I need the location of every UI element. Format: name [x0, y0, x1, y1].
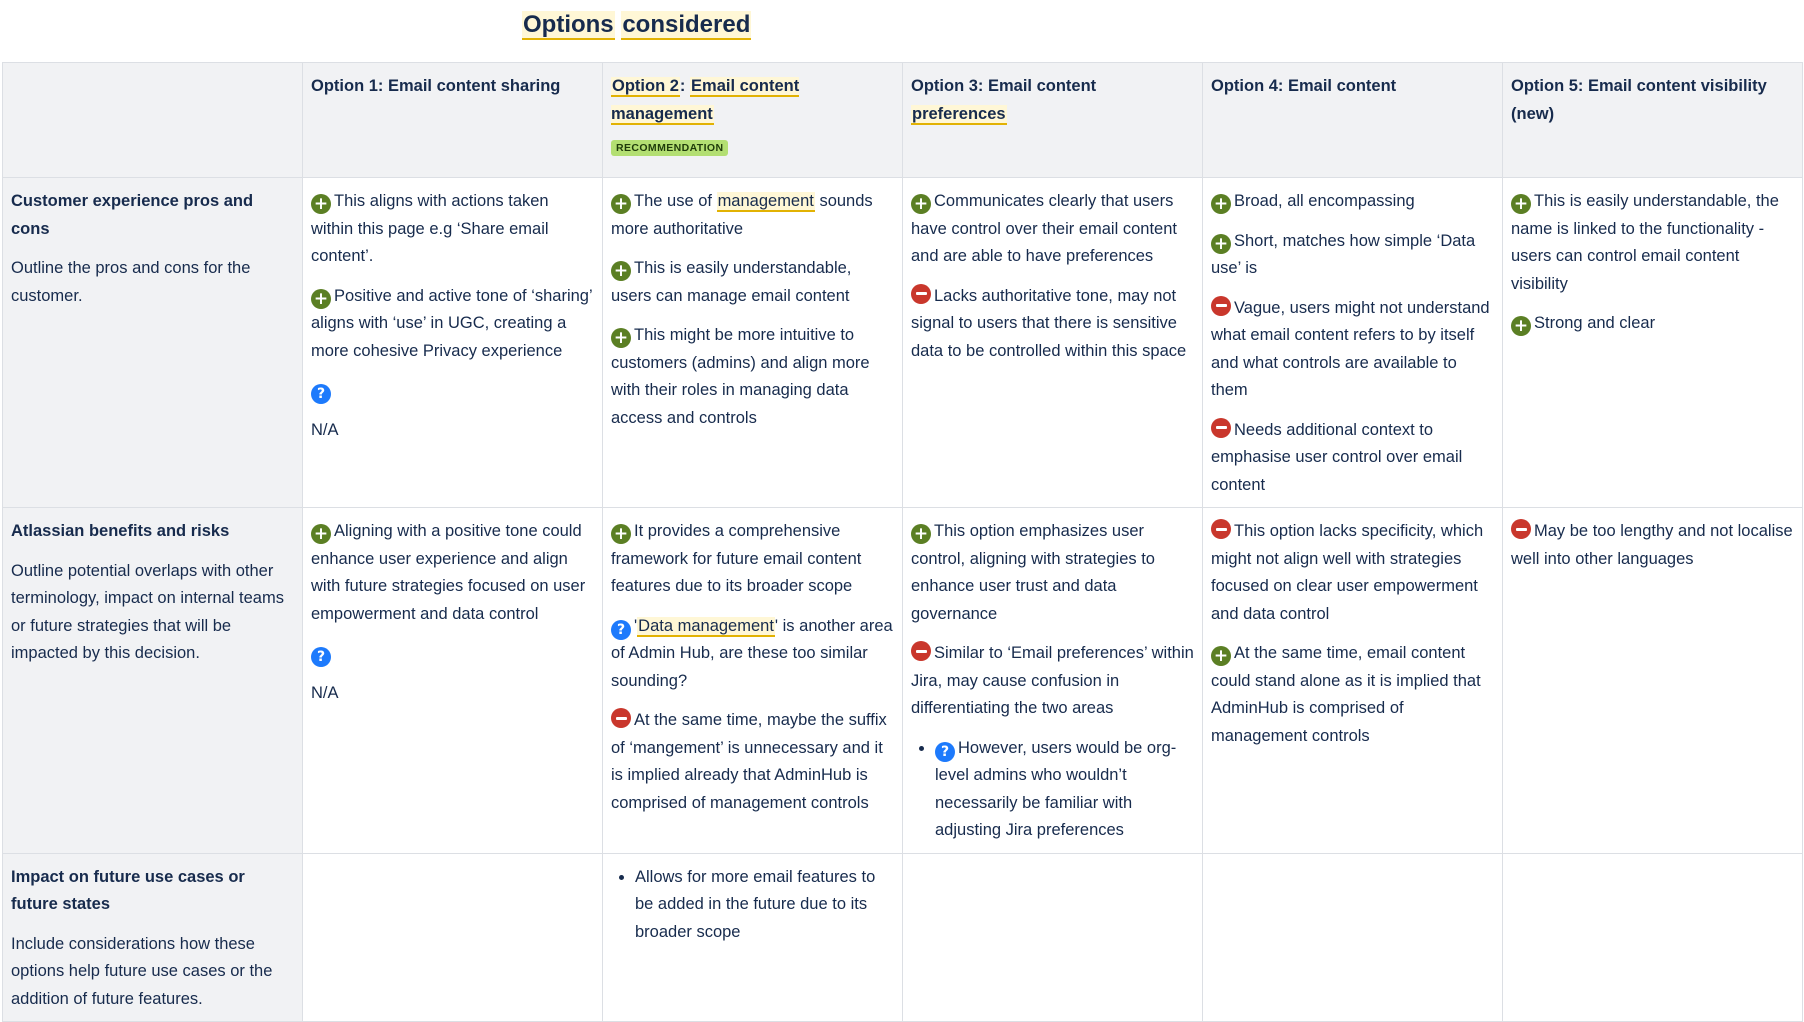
pro-item: [1211, 228, 1494, 283]
item-text: This is easily understandable, users can manage email content: [611, 259, 852, 305]
item-text: Similar to ‘Email preferences’ within Jira, may cause confusion in differentiating the two areas: [911, 644, 1194, 717]
plus-circle-icon: +: [311, 289, 331, 309]
con-item: [1211, 518, 1494, 628]
plus-circle-icon: +: [1211, 234, 1231, 254]
item-text: This might be more intuitive to customers (admins) and align more with their roles in managing data access and controls: [611, 326, 870, 427]
minus-circle-icon: [911, 284, 931, 304]
row-header-cell: [3, 508, 303, 854]
option-3-highlight[interactable]: preferences: [912, 104, 1006, 123]
question-circle-icon: ?: [311, 647, 331, 667]
table-cell: [1503, 508, 1803, 854]
pro-item: [1211, 640, 1494, 750]
item-text: May be too lengthy and not localise well into other languages: [1511, 522, 1793, 568]
item-text: It provides a comprehensive framework for future email content features due to its broader scope: [611, 522, 862, 595]
row-description: Outline the pros and cons for the customer.: [11, 259, 251, 305]
pro-item: [311, 188, 594, 271]
bullet-list: [911, 735, 1194, 845]
option-2-name[interactable]: Email content management: [611, 77, 800, 123]
question-item: [611, 613, 894, 696]
question-circle-icon: ?: [935, 742, 955, 762]
pro-item: [311, 283, 594, 366]
pro-item: [611, 188, 894, 243]
table-cell: [1203, 508, 1503, 854]
item-text: This option lacks specificity, which might not align well with strategies focused on clear user empowerment and data control: [1211, 522, 1484, 623]
table-cell: [1203, 178, 1503, 508]
row-description: Outline potential overlaps with other terminology, impact on internal teams or future strategies that will be impacted by this decision.: [11, 561, 284, 662]
item-text: This option emphasizes user control, aligning with strategies to enhance user trust and data governance: [911, 522, 1155, 623]
option-3-prefix: Option 3: Email content: [911, 77, 1097, 95]
item-text: However, users would be org-level admins who wouldn’t necessarily be familiar with adjusting Jira preferences: [935, 738, 1177, 839]
list-item: [935, 735, 1194, 845]
minus-circle-icon: [1211, 296, 1231, 316]
con-item: [1211, 295, 1494, 405]
table-row: [3, 853, 1803, 1022]
item-text: ' is another area of Admin Hub, are these too similar sounding?: [611, 616, 893, 690]
highlighted-word[interactable]: Options: [523, 11, 614, 38]
pro-item: [1211, 188, 1494, 216]
bullet-list: [611, 864, 894, 947]
table-cell: [903, 508, 1203, 854]
minus-circle-icon: [611, 708, 631, 728]
minus-circle-icon: [1211, 418, 1231, 438]
row-description: Include considerations how these options help future use cases or the addition of future features.: [11, 934, 273, 1008]
item-text: Broad, all encompassing: [1234, 192, 1415, 210]
item-text: Positive and active tone of ‘sharing’ aligns with ‘use’ in UGC, creating a more cohesive Privacy experience: [311, 286, 593, 360]
table-cell: [1503, 178, 1803, 508]
pro-item: [311, 518, 594, 628]
item-text: Communicates clearly that users have control over their email content and are able to have preferences: [911, 192, 1177, 265]
plus-circle-icon: +: [311, 194, 331, 214]
question-circle-icon: ?: [611, 620, 631, 640]
item-text: The use of: [634, 192, 717, 210]
table-cell: [603, 853, 903, 1022]
plus-circle-icon: +: [611, 328, 631, 348]
table-row: [3, 508, 1803, 854]
table-cell: [903, 178, 1203, 508]
plus-circle-icon: +: [911, 524, 931, 544]
item-text: Lacks authoritative tone, may not signal to users that there is sensitive data to be controlled within this space: [911, 286, 1187, 360]
pro-item: [1511, 188, 1794, 298]
plus-circle-icon: +: [611, 524, 631, 544]
page-title: [522, 8, 751, 42]
item-text: Vague, users might not understand what email content refers to by itself and what controls are available to them: [1211, 298, 1490, 399]
con-item: [611, 707, 894, 817]
plus-circle-icon: +: [1511, 316, 1531, 336]
recommendation-badge: RECOMMENDATION: [611, 140, 728, 156]
pro-item: [911, 518, 1194, 628]
table-row: [3, 178, 1803, 508]
plus-circle-icon: +: [1211, 194, 1231, 214]
pro-item: [611, 322, 894, 432]
table-cell: [1203, 853, 1503, 1022]
row-title: Customer experience pros and cons: [11, 192, 254, 238]
plus-circle-icon: +: [911, 194, 931, 214]
row-title: Impact on future use cases or future states: [11, 867, 245, 913]
item-text: ': [634, 616, 638, 635]
header-option-5: Option 5: Email content visibility (new): [1503, 63, 1803, 178]
question-circle-icon: ?: [311, 384, 331, 404]
pro-item: [611, 518, 894, 601]
header-option-3: [903, 63, 1203, 178]
table-cell: [1503, 853, 1803, 1022]
highlighted-word[interactable]: considered: [622, 11, 751, 38]
highlighted-word[interactable]: management: [717, 192, 814, 210]
header-corner-cell: [3, 63, 303, 178]
pro-item: [1511, 310, 1794, 338]
con-item: [1511, 518, 1794, 573]
pro-item: [611, 255, 894, 310]
minus-circle-icon: [1511, 519, 1531, 539]
item-text: sounds more authoritative: [611, 192, 873, 238]
item-text: At the same time, maybe the suffix of ‘mangement’ is unnecessary and it is implied already that AdminHub is comprised of management controls: [611, 711, 887, 812]
table-cell: [303, 508, 603, 854]
item-text: At the same time, email content could stand alone as it is implied that AdminHub is comprised of management controls: [1211, 644, 1481, 745]
plus-circle-icon: +: [311, 524, 331, 544]
na-text: N/A: [311, 683, 339, 702]
table-cell: [903, 853, 1203, 1022]
minus-circle-icon: [911, 641, 931, 661]
na-text: N/A: [311, 420, 339, 439]
option-2-colon: :: [679, 77, 691, 95]
header-row: [3, 63, 1803, 178]
question-item: [311, 640, 594, 668]
item-text: Needs additional context to emphasise user control over email content: [1211, 420, 1463, 494]
table-cell: [603, 178, 903, 508]
con-item: [911, 640, 1194, 723]
item-text: Strong and clear: [1534, 314, 1656, 332]
option-2-prefix[interactable]: Option 2: [612, 77, 679, 95]
con-item: [1211, 417, 1494, 500]
table-cell: [303, 178, 603, 508]
item-text: This aligns with actions taken within this page e.g ‘Share email content’.: [311, 192, 549, 265]
options-table: [2, 62, 1803, 1022]
list-item: • Allows for more email features to be added in the future due to its broader scope: [635, 864, 894, 947]
row-header-cell: [3, 178, 303, 508]
highlighted-word[interactable]: Data management: [638, 616, 774, 635]
item-text: This is easily understandable, the name is linked to the functionality - users can control email content visibility: [1511, 192, 1779, 293]
header-option-4: Option 4: Email content: [1203, 63, 1503, 178]
header-option-2: [603, 63, 903, 178]
item-text: Short, matches how simple ‘Data use’ is: [1211, 231, 1476, 277]
plus-circle-icon: +: [1511, 194, 1531, 214]
row-title: Atlassian benefits and risks: [11, 522, 230, 540]
minus-circle-icon: [1211, 519, 1231, 539]
header-option-1: Option 1: Email content sharing: [303, 63, 603, 178]
pro-item: [911, 188, 1194, 271]
con-item: [911, 283, 1194, 366]
row-header-cell: [3, 853, 303, 1022]
plus-circle-icon: +: [611, 261, 631, 281]
plus-circle-icon: +: [611, 194, 631, 214]
item-text: Aligning with a positive tone could enhance user experience and align with future strategies focused on user empowerment and data control: [311, 522, 586, 623]
table-cell: [303, 853, 603, 1022]
plus-circle-icon: +: [1211, 646, 1231, 666]
table-cell: [603, 508, 903, 854]
question-item: [311, 377, 594, 405]
